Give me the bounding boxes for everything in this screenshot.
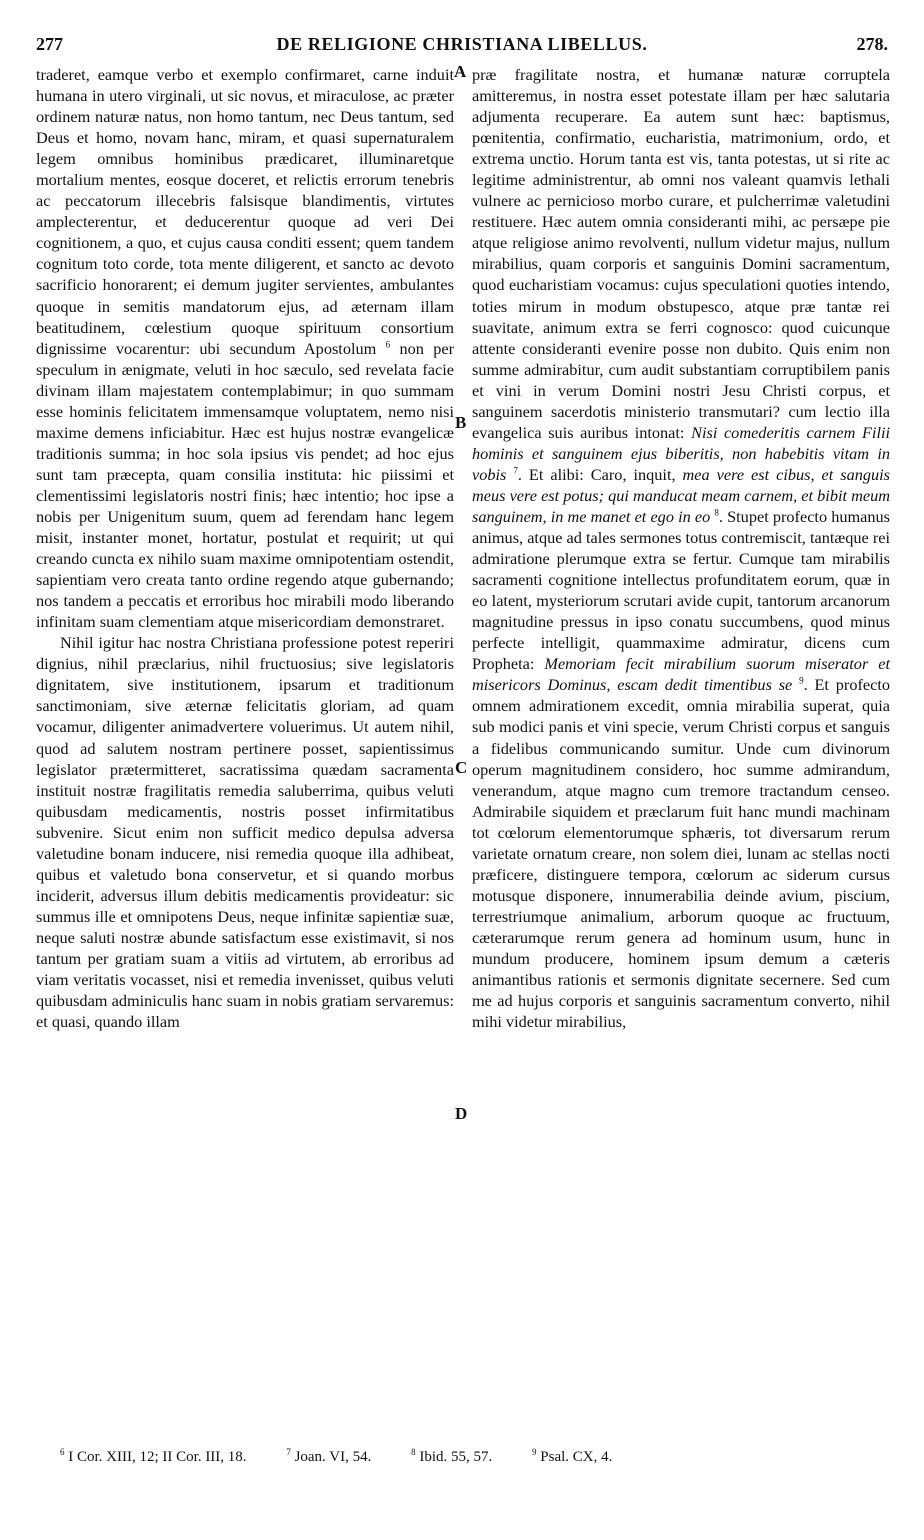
footnote-number: 9 xyxy=(532,1447,537,1457)
footnote xyxy=(411,1449,510,1465)
paragraph-text: . Stupet profecto humanus animus, atque ad tales sermones totus contremiscit, tantæque rei admiratione plerumque extra se fertur. Cumque tam mirabilis sacramenti cognitione intellectus profunditatem eorum, quæ in eo latent, mysteriorum scrutari avide cupit, tantorum arcanorum magnitudine pressus in ipso conatu succumbens, quod minus perfecte intelligit, quammaxime admiratur, dicens cum Propheta: xyxy=(472,506,891,674)
margin-marker-c: C xyxy=(455,758,468,777)
footnote xyxy=(532,1449,630,1465)
paragraph xyxy=(36,632,454,1032)
quotation: Nisi comederitis carnem Filii hominis et sanguinem ejus biberitis, non habebitis vitam in vobis xyxy=(472,422,891,484)
footnote xyxy=(286,1449,389,1465)
paragraph-text: traderet, eamque verbo et exemplo confirmaret, carne induit humana in utero virginali, ut sic novus, et miraculose, ac præter ordinem naturæ natus, non homo tantum, nec Deus tantum, sed Deus et homo, novam hanc, miram, et quasi supernaturalem legem omnibus hominibus prædicaret, illuminaretque mortalium mentes, eosque doceret, et relictis errorum tenebris ac peccatorum illecebris falsisque blandimentis, virtutes amplecterentur, et deducerentur quoque ad veri Dei cognitionem, a quo, et cujus causa conditi essent; quem tandem cognitum toto corde, tota mente diligerent, et sancto ac devoto sacrificio honorarent; ei demum jugiter servientes, ambulantes quoque in semitis mandatorum ejus, ad æternam illam beatitudinem, cœlestium quoque spirituum consortium dignissime vocarentur: ubi secundum Apostolum xyxy=(36,65,454,358)
paragraph-text: . Et alibi: Caro, inquit, xyxy=(517,464,676,484)
page-number-right: 278. xyxy=(856,34,888,54)
margin-marker-d: D xyxy=(455,1104,468,1123)
quotation: mea vere est cibus, et sanguis meus vere est potus; qui manducat meam carnem, et bibit meum sanguinem, in me manet et ego in eo xyxy=(472,464,891,526)
paragraph-text: non per speculum in ænigmate, veluti in hoc sæculo, sed revelata facie divinam illam majestatem contemplabimur; in quo summam esse hominis felicitatem immensamque voluptatem, nemo nisi maxime demens inficiabitur. Hæc est hujus nostræ evangelicæ traditionis summa; in hoc sola ipsius vis pendet; ad hoc ejus sunt tam præcepta, quam consilia instituta: hic piissimi et clementissimi legislatoris nostri finis; hæc intentio; hoc ipse a nobis per Unigenitum suum, quem ad ferendam hanc legem misit, instanter monet, hortatur, postulat et requirit; ut qui creando cuncta ex nihilo suam maxime omnipotentiam ostendit, sapientiam vero creata tanto ordine regendo atque gubernando; nos tandem a peccatis et erroribus hoc mirabili modo liberando infinitam suam clementiam atque misericordiam demonstraret. xyxy=(36,338,454,632)
footnote-ref: 9 xyxy=(799,675,804,686)
paragraph-text: præ fragilitate nostra, et humanæ naturæ corruptela amitteremus, in nostra esset potestate illam per hæc salutaria adjumenta recuperare. Ea autem sunt hæc: baptismus, pœnitentia, confirmatio, eucharistia, matrimonium, ordo, et extrema unctio. Horum tanta est vis, tanta potestas, ut si rite ac legitime administrentur, ab omni nos valeant quamvis lethali vulnere ac pernicioso morbo curare, et pulcherrimæ valetudini restituere. Hæc autem omnia consideranti mihi, ac persæpe pie atque religiose animo revolventi, nullum videtur majus, nullum mirabilius, quam corporis et sanguinis Domini sacramentum, quod eucharistiam vocamus: cujus speculationi quoties intendo, toties mirum in modum obstupesco, atque præ tantæ rei suavitate, animum extra se ferri cognosco: quod cuicunque attente consideranti evenire posse non dubito. Quis enim non summe admirabitur, cum audit substantiam corruptibilem panis et vini in verum Domini nostri Jesu Christi corpus, et sanguinem sacerdotis ministerio transmutari? cum lectio illa evangelica suis auribus intonat: xyxy=(472,65,890,442)
margin-marker-b: B xyxy=(455,413,467,432)
footnotes xyxy=(60,1447,900,1466)
paragraph xyxy=(472,64,890,1032)
page-number-left: 277 xyxy=(36,34,63,54)
footnote-number: 7 xyxy=(286,1447,291,1457)
footnote-text: I Cor. XIII, 12; II Cor. III, 18. xyxy=(68,1449,247,1465)
footnote-text: Psal. CX, 4. xyxy=(540,1449,613,1465)
footnote-number: 8 xyxy=(411,1447,416,1457)
quotation: Memoriam fecit mirabilium suorum miserator et misericors Dominus, escam dedit timentibus se xyxy=(472,654,891,695)
right-column xyxy=(472,64,890,1032)
paragraph xyxy=(36,64,454,632)
footnote-ref: 8 xyxy=(714,507,719,518)
paragraph-text: . Et profecto omnem admirationem excedit, omnia mirabilia superat, quia sub modici panis et vini specie, verum Christi corpus et sanguis a fidelibus communicando sumitur. Unde cum divinorum operum magnitudinem considero, hoc summe admirandum, venerandum, atque magno cum tremore tractandum censeo. Admirabile siquidem et præclarum fuit hanc mundi machinam tot cœlorum elementorumque sphæris, tot diversarum rerum varietate ornatum creare, non solem diei, lunam ac stellas nocti præficere, distinguere tempora, cœlorum ac siderum cursus motusque disponere, innumerabilia deinde avium, piscium, terrestriumque animalium, arborum quoque ac fructuum, cæterarumque rerum genera ad hominum usum, hunc in mundum producere, hominem ipsum demum a cæteris animantibus rationis et sermonis dignitate secernere. Sed cum me ad hujus corporis et sanguinis sacramentum converto, nihil mihi videtur mirabilius, xyxy=(472,675,891,1032)
footnote xyxy=(60,1449,265,1465)
footnote-text: Joan. VI, 54. xyxy=(294,1449,372,1465)
footnote-ref: 6 xyxy=(385,339,391,350)
running-title: DE RELIGIONE CHRISTIANA LIBELLUS. xyxy=(276,34,648,54)
margin-marker-a: A xyxy=(454,62,467,81)
paragraph-text: Nihil igitur hac nostra Christiana professione potest reperiri dignius, nihil præclarius, nihil fructuosius; sive legislatoris dignitatem, sive institutionem, ipsarum et traditionum sanctimoniam, sive æternæ felicitatis gloriam, ad quam vocamur, diligenter animadvertere voluerimus. Ut autem nihil, quod ad salutem nostram pertinere posset, sapientissimus legislator prætermitteret, sacratissima quædam sacramenta instituit nostræ fragilitatis remedia saluberrima, quibus veluti quibusdam medicamentis, nostris posset infirmitatibus subvenire. Sicut enim non sufficit medico depulsa adversa valetudine bonam inducere, nisi remedia quoque illa adhibeat, quibus et valetudo bona conservetur, et si quando morbus inciderit, adversus illum debitis medicamentis provideatur: sic summus ille et omnipotens Deus, neque infinitæ sapientiæ suæ, neque saluti nostræ abunde satisfactum esse existimavit, si nos tantum per gratiam suam a vitiis ad virtutem, ab erroribus ad viam veritatis vocasset, nisi et remedia invenisset, quibus veluti quibusdam adminiculis hanc suam in nobis gratiam servaremus: et quasi, quando illam xyxy=(36,633,454,1032)
footnote-ref: 7 xyxy=(513,465,518,476)
footnote-text: Ibid. 55, 57. xyxy=(419,1449,493,1465)
left-column xyxy=(36,64,454,1032)
footnote-number: 6 xyxy=(60,1447,65,1457)
running-header xyxy=(36,30,888,60)
